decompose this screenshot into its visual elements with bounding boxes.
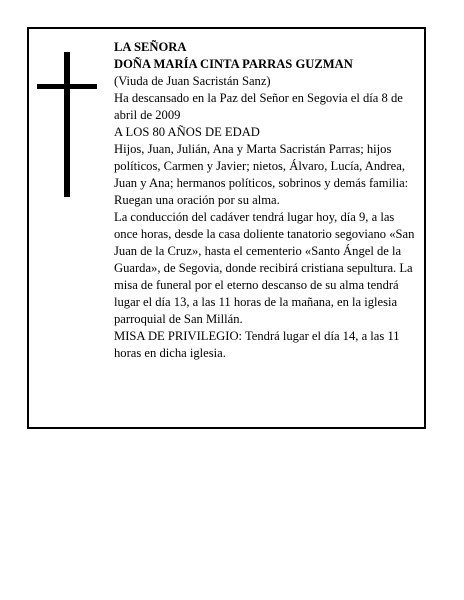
privilege-mass: MISA DE PRIVILEGIO: Tendrá lugar el día 14, a las 11 horas en dicha iglesia. bbox=[114, 329, 400, 360]
cross-icon bbox=[37, 52, 97, 197]
funeral-details: La conducción del cadáver tendrá lugar hoy, día 9, a las once horas, desde la casa doliente tanatorio segoviano «San Juan de la Cruz», hasta el cementerio «Santo Ángel de la Guarda», de Segovia, donde recibirá cristiana sepultura. La misa de funeral por el eterno descanso de su alma tendrá lugar el día 13, a las 11 horas de la mañana, en la iglesia parroquial de San Millán. bbox=[114, 210, 415, 326]
age-at-death: A LOS 80 AÑOS DE EDAD bbox=[114, 125, 260, 139]
family-list: Hijos, Juan, Julián, Ana y Marta Sacristán Parras; hijos políticos, Carmen y Javier; nietos, Álvaro, Lucía, Andrea, Juan y Ana; hermanos políticos, sobrinos y demás familia: bbox=[114, 142, 409, 190]
notice-title: LA SEÑORA bbox=[114, 40, 187, 54]
obituary-text bbox=[114, 39, 420, 362]
prayer-request: Ruegan una oración por su alma. bbox=[114, 193, 280, 207]
deceased-name: DOÑA MARÍA CINTA PARRAS GUZMAN bbox=[114, 57, 353, 71]
death-notice: Ha descansado en la Paz del Señor en Segovia el día 8 de abril de 2009 bbox=[114, 91, 403, 122]
cross-horizontal-bar bbox=[37, 84, 97, 89]
widow-of: (Viuda de Juan Sacristán Sanz) bbox=[114, 74, 271, 88]
cross-vertical-bar bbox=[64, 52, 70, 197]
